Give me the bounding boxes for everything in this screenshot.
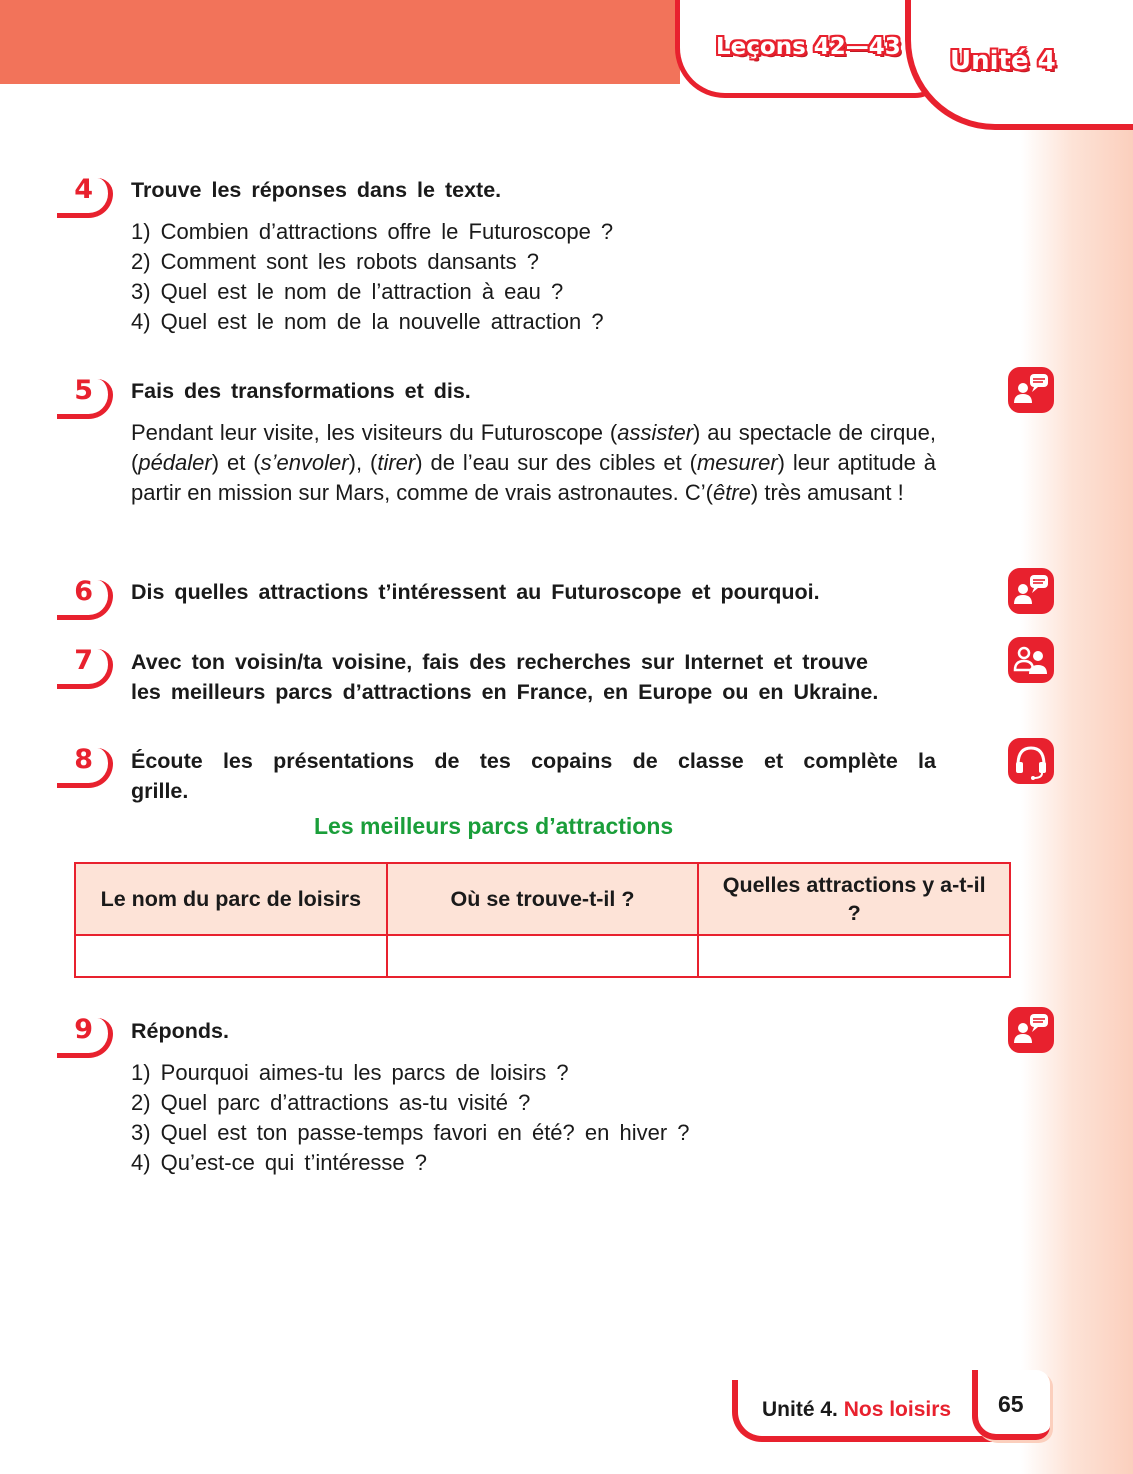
lessons-badge: Leçons 42—43: [716, 34, 901, 60]
page-number: 65: [998, 1391, 1024, 1417]
table-header-cell: Où se trouve-t-il ?: [387, 863, 699, 935]
exercise-number-label: 7: [74, 645, 93, 676]
exercise-8-title-line1: Écoute les présentations de tes copains de classe et complète la: [131, 749, 936, 773]
exercise-number-label: 5: [74, 375, 93, 406]
exercise-9-title: Réponds.: [131, 1019, 229, 1043]
exercise-4-item: 2) Comment sont les robots dansants ?: [131, 249, 539, 274]
exercise-number-8: [57, 744, 113, 790]
exercise-9-item: 4) Qu’est-ce qui t’intéresse ?: [131, 1150, 428, 1175]
exercise-4-title: Trouve les réponses dans le texte.: [131, 178, 502, 202]
exercise-number-label: 8: [74, 744, 93, 775]
listening-icon: [1008, 738, 1054, 784]
exercise-4-item: 4) Quel est le nom de la nouvelle attraction ?: [131, 309, 604, 334]
footer-unit-name: Nos loisirs: [843, 1398, 952, 1421]
exercise-4-item: 3) Quel est le nom de l’attraction à eau ?: [131, 279, 564, 304]
exercise-5-paragraph: Pendant leur visite, les visiteurs du Futuroscope (assister) au spectacle de cirque, (pédaler) et (s’envoler), (tirer) de l’eau sur des cibles et (mesurer) leur aptitude à partir en mission sur Mars, comme de vrais astronautes. C’(être) très amusant !: [131, 420, 936, 505]
table-cell[interactable]: [698, 935, 1010, 977]
footer-unit-title: [762, 1398, 951, 1422]
pair-work-icon: [1008, 637, 1054, 683]
table-row: [75, 935, 1010, 977]
header-band: [0, 0, 680, 84]
table-caption: Les meilleurs parcs d’attractions: [314, 813, 674, 839]
exercise-9-item: 3) Quel est ton passe-temps favori en été? en hiver ?: [131, 1120, 690, 1145]
footer-unit-label: Unité 4.: [762, 1398, 838, 1421]
unit-badge: Unité 4: [950, 46, 1056, 76]
exercise-4-item: 1) Combien d’attractions offre le Futuroscope ?: [131, 219, 614, 244]
table-cell[interactable]: [387, 935, 699, 977]
exercise-number-9: [57, 1014, 113, 1060]
table-cell[interactable]: [75, 935, 387, 977]
exercise-9-item: 2) Quel parc d’attractions as-tu visité ?: [131, 1090, 531, 1115]
table-header-cell: Le nom du parc de loisirs: [75, 863, 387, 935]
attractions-grid: [74, 862, 1011, 978]
exercise-number-label: 9: [74, 1014, 93, 1045]
exercise-number-label: 4: [74, 174, 93, 205]
table-header-cell: Quelles attractions y a-t-il ?: [698, 863, 1010, 935]
exercise-number-5: [57, 375, 113, 421]
speaking-icon: [1008, 568, 1054, 614]
exercise-number-7: [57, 645, 113, 691]
speaking-icon: [1008, 1007, 1054, 1053]
exercise-number-label: 6: [74, 576, 93, 607]
exercise-6-title: Dis quelles attractions t’intéressent au Futuroscope et pourquoi.: [131, 580, 820, 604]
exercise-9-item: 1) Pourquoi aimes-tu les parcs de loisirs ?: [131, 1060, 569, 1085]
exercise-7-title-line2: les meilleurs parcs d’attractions en France, en Europe ou en Ukraine.: [131, 680, 879, 704]
speaking-icon: [1008, 367, 1054, 413]
exercise-5-title: Fais des transformations et dis.: [131, 379, 471, 403]
exercise-number-6: [57, 576, 113, 622]
exercise-7-title-line1: Avec ton voisin/ta voisine, fais des recherches sur Internet et trouve: [131, 650, 868, 674]
exercise-8-title-line2: grille.: [131, 779, 189, 803]
exercise-number-4: [57, 174, 113, 220]
side-gradient-band: [1021, 0, 1133, 1474]
table-header-row: [75, 863, 1010, 935]
